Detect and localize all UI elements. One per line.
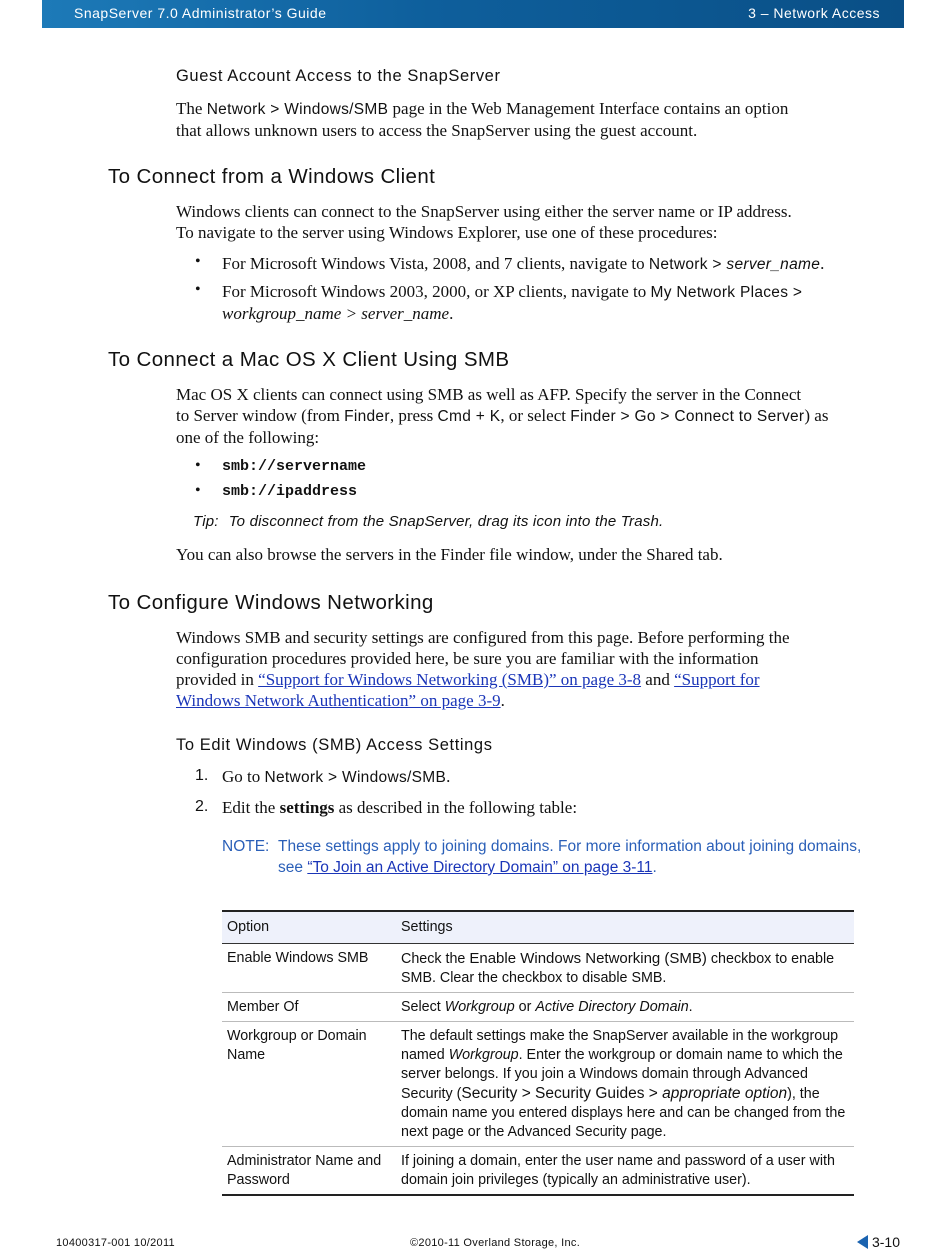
note-text: These settings apply to joining domains. For more information about joining domains, see “To Join an Active Directory Domain” on page 3-11. <box>278 838 862 876</box>
windows-client-heading: To Connect from a Windows Client <box>108 165 436 188</box>
option-cell: Workgroup or Domain Name <box>222 1022 396 1147</box>
settings-cell: If joining a domain, enter the user name and password of a user with domain join privileges (typically an administrative user). <box>396 1147 854 1196</box>
footer-copyright: ©2010-11 Overland Storage, Inc. <box>410 1237 581 1249</box>
configure-networking-heading: To Configure Windows Networking <box>108 591 434 614</box>
option-cell: Enable Windows SMB <box>222 944 396 993</box>
bullet-icon: • <box>195 253 201 270</box>
table-row <box>222 1022 854 1147</box>
mac-client-paragraph: Mac OS X clients can connect using SMB as well as AFP. Specify the server in the Connect to Server window (from Finder, press Cmd + K, or select Finder > Go > Connect to Server) as one of the following: <box>176 385 829 447</box>
guest-account-paragraph: The Network > Windows/SMB page in the Web Management Interface contains an option that allows unknown users to access the SnapServer using the guest account. <box>176 99 789 140</box>
smb-settings-table <box>222 910 854 1196</box>
configure-networking-paragraph: Windows SMB and security settings are configured from this page. Before performing the configuration procedures provided here, be sure you are familiar with the information provided in “Support for Windows Networking (SMB)” on page 3-8 and “Support for Windows Network Authentication” on page 3-9. <box>176 628 790 710</box>
windows-client-paragraph: Windows clients can connect to the SnapServer using either the server name or IP address. To navigate to the server using Windows Explorer, use one of these procedures: <box>176 202 792 242</box>
step1-text: Go to Network > Windows/SMB. <box>222 767 451 786</box>
page-header-bar <box>42 0 904 28</box>
support-auth-link[interactable]: “Support for Windows Network Authentication” on page 3-9 <box>176 670 760 710</box>
column-header-settings: Settings <box>396 911 854 944</box>
windows-xp-bullet: For Microsoft Windows 2003, 2000, or XP clients, navigate to My Network Places > workgroup_name > server_name. <box>222 282 803 323</box>
support-smb-link[interactable]: “Support for Windows Networking (SMB)” on page 3-8 <box>258 670 642 689</box>
windows-vista-bullet: For Microsoft Windows Vista, 2008, and 7 clients, navigate to Network > server_name. <box>222 254 825 273</box>
bullet-icon: • <box>195 281 201 298</box>
table-row <box>222 993 854 1022</box>
smb-servername-bullet: smb://servername <box>222 458 367 475</box>
step-number: 1. <box>195 767 209 784</box>
finder-browse-paragraph: You can also browse the servers in the Finder file window, under the Shared tab. <box>176 545 723 564</box>
table-header-row <box>222 911 854 944</box>
step2-text: Edit the settings as described in the following table: <box>222 798 578 817</box>
bullet-icon: • <box>195 482 201 499</box>
header-chapter-title: 3 – Network Access <box>748 5 880 21</box>
bullet-icon: • <box>195 457 201 474</box>
settings-cell: Select Workgroup or Active Directory Domain. <box>396 993 854 1022</box>
tip-note: Tip: To disconnect from the SnapServer, drag its icon into the Trash. <box>193 513 664 530</box>
table-row <box>222 944 854 993</box>
step-number: 2. <box>195 798 209 815</box>
table-row <box>222 1147 854 1196</box>
footer-doc-number: 10400317-001 10/2011 <box>56 1237 175 1249</box>
smb-ipaddress-bullet: smb://ipaddress <box>222 483 358 500</box>
option-cell: Member Of <box>222 993 396 1022</box>
settings-cell: The default settings make the SnapServer available in the workgroup named Workgroup. Enter the workgroup or domain name to which the server belongs. If you join a Windows domain through Advanced Security (Security > Security Guides > appropriate option), the domain name you entered displays here and can be changed from the next page or the Advanced Security page. <box>396 1022 854 1147</box>
option-cell: Administrator Name and Password <box>222 1147 396 1196</box>
footer-page-number: 3-10 <box>857 1234 900 1250</box>
guest-account-heading: Guest Account Access to the SnapServer <box>176 67 501 85</box>
column-header-option: Option <box>222 911 396 944</box>
edit-smb-heading: To Edit Windows (SMB) Access Settings <box>176 736 493 754</box>
settings-cell: Check the Enable Windows Networking (SMB) checkbox to enable SMB. Clear the checkbox to disable SMB. <box>396 944 854 993</box>
note-label: NOTE: <box>222 838 270 855</box>
previous-page-arrow-icon[interactable] <box>857 1235 868 1249</box>
mac-client-heading: To Connect a Mac OS X Client Using SMB <box>108 348 510 371</box>
join-ad-domain-link[interactable]: “To Join an Active Directory Domain” on page 3-11 <box>307 859 653 876</box>
header-guide-title: SnapServer 7.0 Administrator’s Guide <box>74 5 327 21</box>
